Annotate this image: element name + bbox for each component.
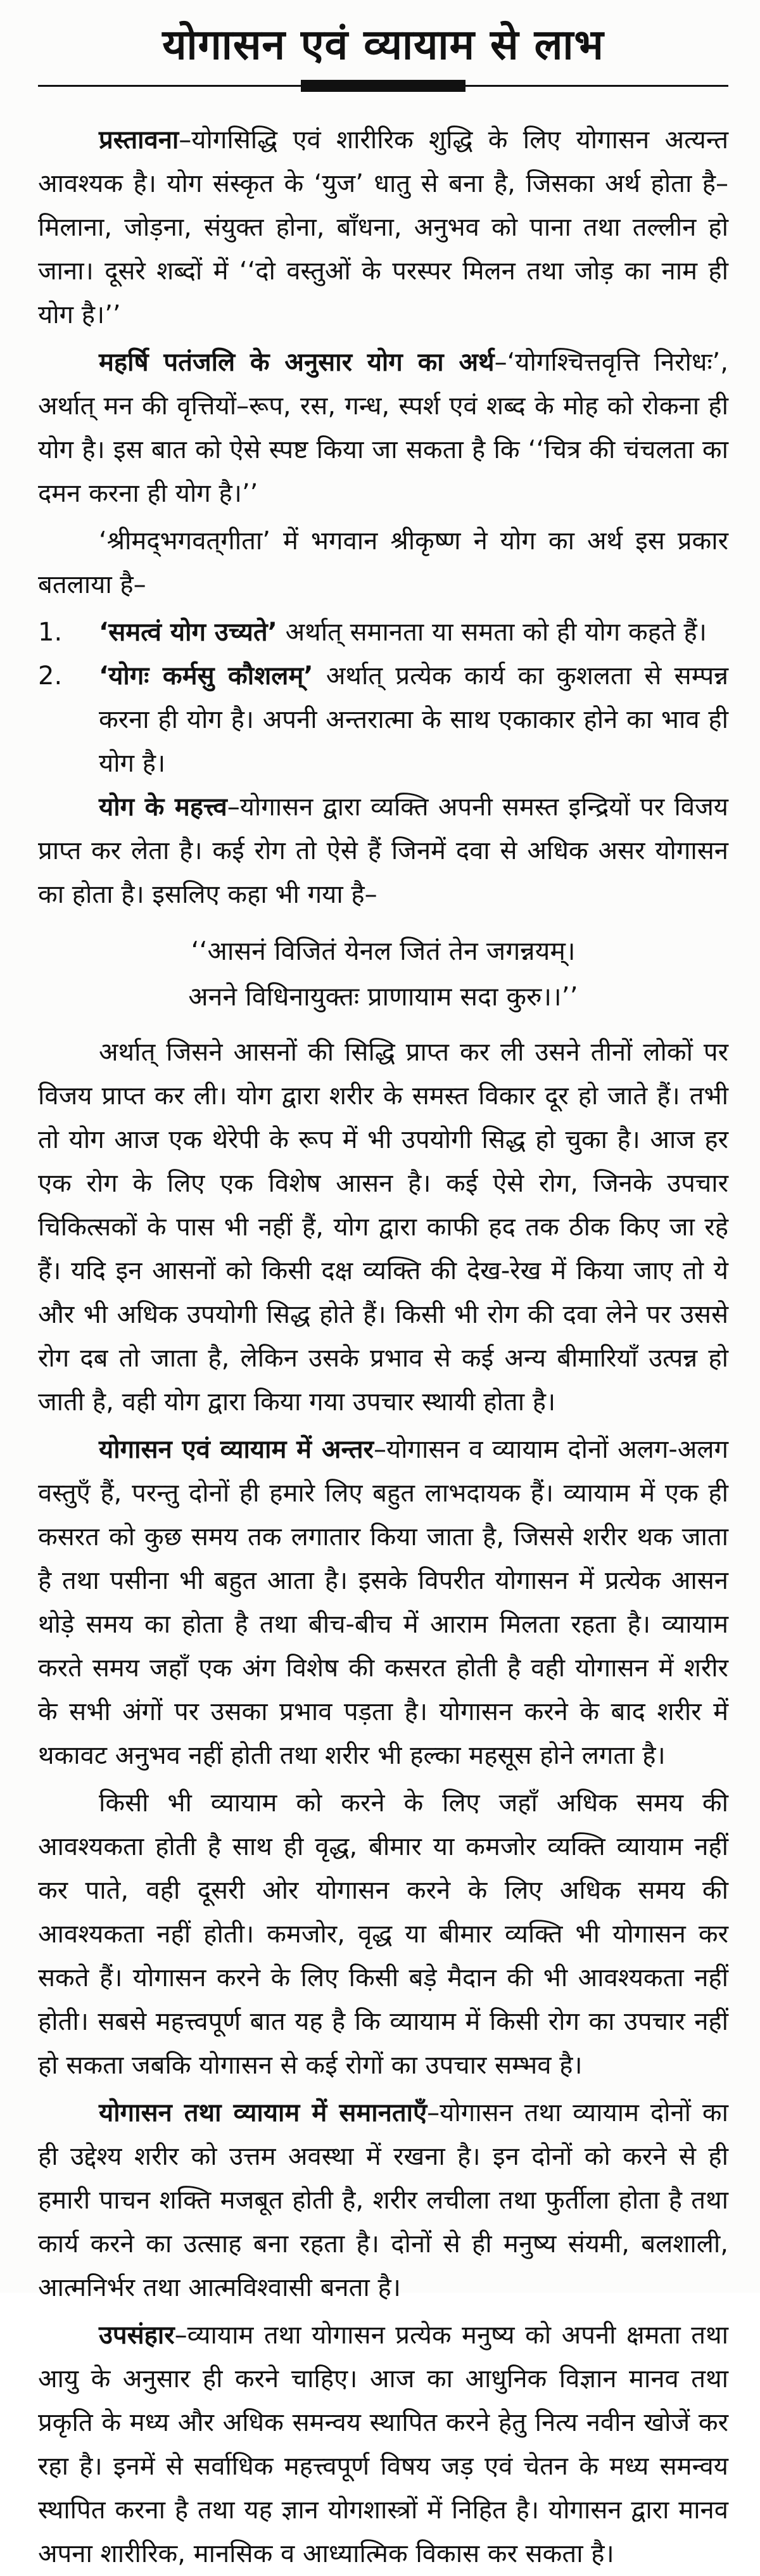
difference-paragraph [38, 1428, 728, 1778]
difference-paragraph-2 [38, 1782, 728, 2088]
verse-line-1: ‘‘आसनं विजितं येनल जितं तेन जगन्नयम्। [191, 935, 576, 966]
verse-explanation-paragraph [38, 1031, 728, 1424]
list-item [38, 611, 728, 654]
importance-text: –योगासन द्वारा व्यक्ति अपनी समस्त इन्द्रियों पर विजय प्राप्त कर लेता है। कई रोग तो ऐसे हैं जिनमें दवा से अधिक असर योगासन का होता है। इसलिए कहा भी गया है– [38, 792, 728, 909]
title-divider-bar [301, 80, 466, 92]
difference-heading: योगासन एवं व्यायाम में अन्तर [99, 1434, 374, 1464]
patanjali-heading: महर्षि पतंजलि के अनुसार योग का अर्थ [99, 347, 495, 377]
gita-text: ‘श्रीमद्‌भगवत्‌गीता’ में भगवान श्रीकृष्ण ने योग का अर्थ इस प्रकार बतलाया है– [38, 526, 728, 599]
sanskrit-verse [38, 928, 728, 1019]
conclusion-heading: उपसंहार [99, 2320, 175, 2350]
importance-heading: योग के महत्त्व [99, 792, 227, 822]
similarity-paragraph [38, 2091, 728, 2310]
list-item-body [99, 654, 728, 786]
list-item-bold: ‘योगः कर्मसु कौशलम्’ [99, 661, 314, 691]
verse-explanation-text: अर्थात् जिसने आसनों की सिद्धि प्राप्त कर ली उसने तीनों लोकों पर विजय प्राप्त कर ली। योग द्वारा शरीर के समस्त विकार दूर हो जाते हैं। तभी तो योग आज एक थेरेपी के रूप में भी उपयोगी सिद्ध हो चुका है। आज हर एक रोग के लिए एक विशेष आसन है। कई ऐसे रोग, जिनके उपचार चिकित्सकों के पास भी नहीं हैं, योग द्वारा काफी हद तक ठीक किए जा रहे हैं। यदि इन आसनों को किसी दक्ष व्यक्ति की देख-रेख में किया जाए तो ये और भी अधिक उपयोगी सिद्ध होते हैं। किसी भी रोग की दवा लेने पर उससे रोग दब तो जाता है, लेकिन उसके प्रभाव से कई अन्य बीमारियाँ उत्पन्न हो जाती है, वही योग द्वारा किया गया उपचार स्थायी होता है। [38, 1037, 728, 1417]
list-item-text: अर्थात् समानता या समता को ही योग कहते हैं। [277, 617, 707, 647]
title-divider [38, 78, 728, 93]
patanjali-paragraph [38, 341, 728, 516]
list-item-number: 2. [38, 661, 63, 691]
gita-paragraph [38, 520, 728, 607]
conclusion-paragraph [38, 2314, 728, 2576]
list-item-body [99, 611, 728, 654]
importance-paragraph [38, 786, 728, 917]
intro-heading: प्रस्तावना [99, 125, 179, 155]
yoga-definition-list [38, 611, 728, 786]
list-item-text: अर्थात् प्रत्येक कार्य का कुशलता से सम्पन्न करना ही योग है। अपनी अन्तरात्मा के साथ एकाकार होने का भाव ही योग है। [99, 661, 729, 778]
difference-text-2: किसी भी व्यायाम को करने के लिए जहाँ अधिक समय की आवश्यकता होती है साथ ही वृद्ध, बीमार या कमजोर व्यक्ति व्यायाम नहीं कर पाते, वही दूसरी ओर योगासन करने के लिए अधिक समय की आवश्यकता नहीं होती। कमजोर, वृद्ध या बीमार व्यक्ति भी योगासन कर सकते हैं। योगासन करने के लिए किसी बड़े मैदान की भी आवश्यकता नहीं होती। सबसे महत्त्वपूर्ण बात यह है कि व्यायाम में किसी रोग का उपचार नहीं हो सकता जबकि योगासन से कई रोगों का उपचार सम्भव है। [38, 1788, 728, 2080]
difference-text: –योगासन व व्यायाम दोनों अलग-अलग वस्तुएँ हैं, परन्तु दोनों ही हमारे लिए बहुत लाभदायक हैं। व्यायाम में एक ही कसरत को कुछ समय तक लगातार किया जाता है, जिससे शरीर थक जाता है तथा पसीना भी बहुत आता है। इसके विपरीत योगासन में प्रत्येक आसन थोड़े समय का होता है तथा बीच-बीच में आराम मिलता रहता है। व्यायाम करते समय जहाँ एक अंग विशेष की कसरत होती है वही योगासन में शरीर के सभी अंगों पर उसका प्रभाव पड़ता है। योगासन करने के बाद शरीर में थकावट अनुभव नहीं होती तथा शरीर भी हल्का महसूस होने लगता है। [38, 1434, 728, 1770]
patanjali-text: –‘योगश्चित्तवृत्ति निरोधः’, अर्थात् मन की वृत्तियों–रूप, रस, गन्ध, स्पर्श एवं शब्द के मोह को रोकना ही योग है। इस बात को ऐसे स्पष्ट किया जा सकता है कि ‘‘चित्र की चंचलता का दमन करना ही योग है।’’ [38, 347, 728, 508]
page-title: योगासन एवं व्यायाम से लाभ [162, 20, 604, 69]
list-item-number: 1. [38, 617, 63, 647]
conclusion-text: –व्यायाम तथा योगासन प्रत्येक मनुष्य को अपनी क्षमता तथा आयु के अनुसार ही करने चाहिए। आज का आधुनिक विज्ञान मानव तथा प्रकृति के मध्य और अधिक समन्वय स्थापित करने हेतु नित्य नवीन खोजें कर रहा है। इनमें से सर्वाधिक महत्त्वपूर्ण विषय जड़ एवं चेतन के मध्य समन्वय स्थापित करना है तथा यह ज्ञान योगशास्त्रों में निहित है। योगासन द्वारा मानव अपना शारीरिक, मानसिक व आध्यात्मिक विकास कर सकता है। [38, 2320, 728, 2568]
intro-text: –योगसिद्धि एवं शारीरिक शुद्धि के लिए योगासन अत्यन्त आवश्यक है। योग संस्कृत के ‘युज’ धातु से बना है, जिसका अर्थ होता है–मिलाना, जोड़ना, संयुक्त होना, बाँधना, अनुभव को पाना तथा तल्लीन हो जाना। दूसरे शब्दों में ‘‘दो वस्तुओं के परस्पर मिलन तथा जोड़ का नाम ही योग है।’’ [38, 125, 728, 329]
list-item-bold: ‘समत्वं योग उच्यते’ [99, 617, 277, 647]
similarity-text: –योगासन तथा व्यायाम दोनों का ही उद्देश्य शरीर को उत्तम अवस्था में रखना है। इन दोनों को करने से ही हमारी पाचन शक्ति मजबूत होती है, शरीर लचीला तथा फुर्तीला होता है तथा कार्य करने का उत्साह बना रहता है। दोनों से ही मनुष्य संयमी, बलशाली, आत्मनिर्भर तथा आत्मविश्वासी बनता है। [38, 2098, 728, 2302]
verse-line-2: अनने विधिनायुक्तः प्राणायाम सदा कुरु।।’’ [188, 981, 578, 1012]
list-item [38, 654, 728, 786]
intro-paragraph [38, 118, 728, 337]
similarity-heading: योगासन तथा व्यायाम में समानताएँ [99, 2098, 428, 2127]
